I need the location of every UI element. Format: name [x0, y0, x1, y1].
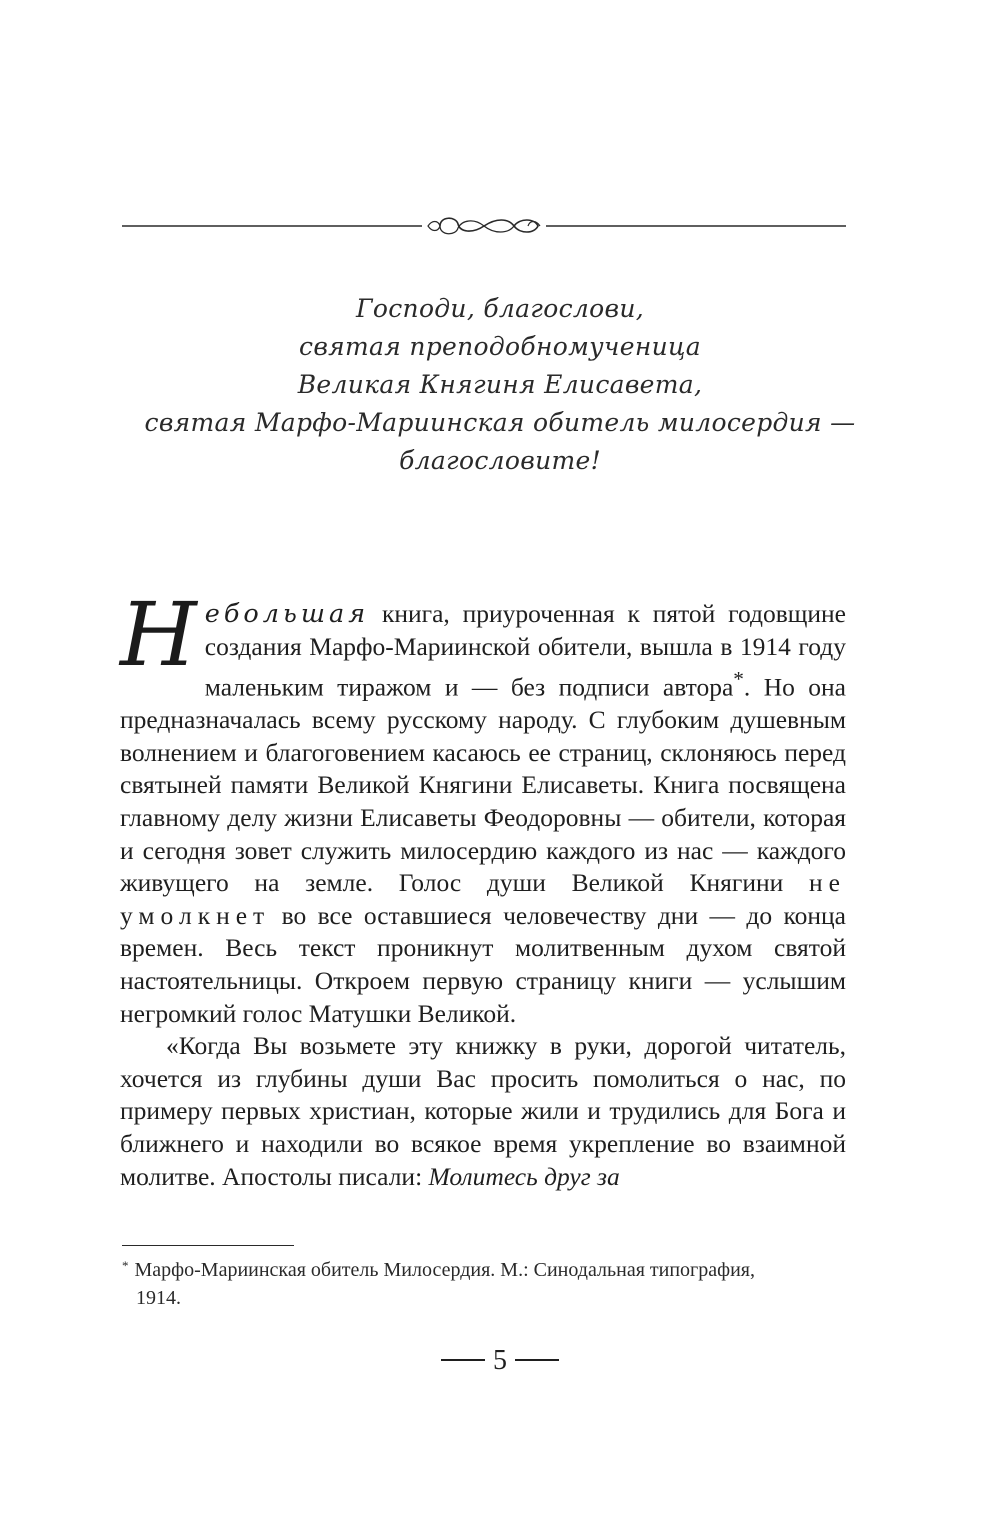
lead-word: ебольшая: [204, 599, 370, 629]
italic-quote: Молитесь друг за: [428, 1161, 620, 1191]
main-text: [120, 583, 846, 1193]
flourish-ornament-icon: [122, 208, 846, 244]
page-number-dash-left: [441, 1359, 485, 1361]
epigraph-line: Великая Княгиня Елисавета,: [297, 370, 703, 399]
footnote-reference[interactable]: *: [733, 667, 744, 692]
footnote-mark: *: [122, 1258, 129, 1273]
paragraph-2: [120, 1030, 846, 1193]
footnote-text-continued: 1914.: [136, 1287, 181, 1309]
epigraph-line: Господи, благослови,: [356, 294, 644, 323]
paragraph-2-text-a: «Когда Вы возьмете эту книжку в руки, дорогой читатель, хочется из глубины души Вас просить помолиться о нас, по примеру первых христиан, которые жили и трудились для Бога и ближнего и находили во всякое время укрепление во взаимной молитве. Апостолы писали:: [120, 1031, 846, 1191]
page-number-dash-right: [515, 1359, 559, 1361]
footnote: [122, 1252, 848, 1312]
paragraph-1-text-a: книга, приуроченная к пятой годовщине создания Марфо-Мариинской обители, вышла в 1914 году маленьким тиражом и — без подписи автора: [204, 599, 846, 702]
epigraph: [100, 290, 900, 480]
page-number: [0, 1345, 1000, 1377]
epigraph-line: святая Марфо-Мариинская обитель милосердия —: [144, 408, 856, 437]
paragraph-1-text-c: во все оставшиеся человечеству дни — до конца времен. Весь текст проникнут молитвенным духом святой настоятельницы. Откроем первую страницу книги — услышим негромкий голос Матушки Великой.: [120, 900, 846, 1028]
page-number-value: 5: [493, 1345, 507, 1376]
epigraph-line: святая преподобномученица: [299, 332, 701, 361]
drop-cap: Н: [120, 583, 197, 686]
footnote-text: Марфо-Мариинская обитель Милосердия. М.: Синодальная типография,: [134, 1259, 755, 1281]
ornamental-divider: [122, 208, 846, 244]
epigraph-line: благословите!: [399, 446, 601, 475]
paragraph-1: [120, 583, 846, 1030]
paragraph-1-text-b: . Но она предназначалась всему русскому народу. С глубоким душевным волнением и благоговением касаюсь ее страниц, склоняюсь перед святыней памяти Великой Княгини Елисаветы. Книга посвящена главному делу жизни Елисаветы Феодоровны — обители, которая и сегодня зовет служить милосердию каждого из нас — каждого живущего на земле. Голос души Великой Княгини: [120, 672, 846, 898]
footnote-divider: [122, 1245, 294, 1246]
spaced-emphasis: не умолкнет: [120, 868, 846, 930]
